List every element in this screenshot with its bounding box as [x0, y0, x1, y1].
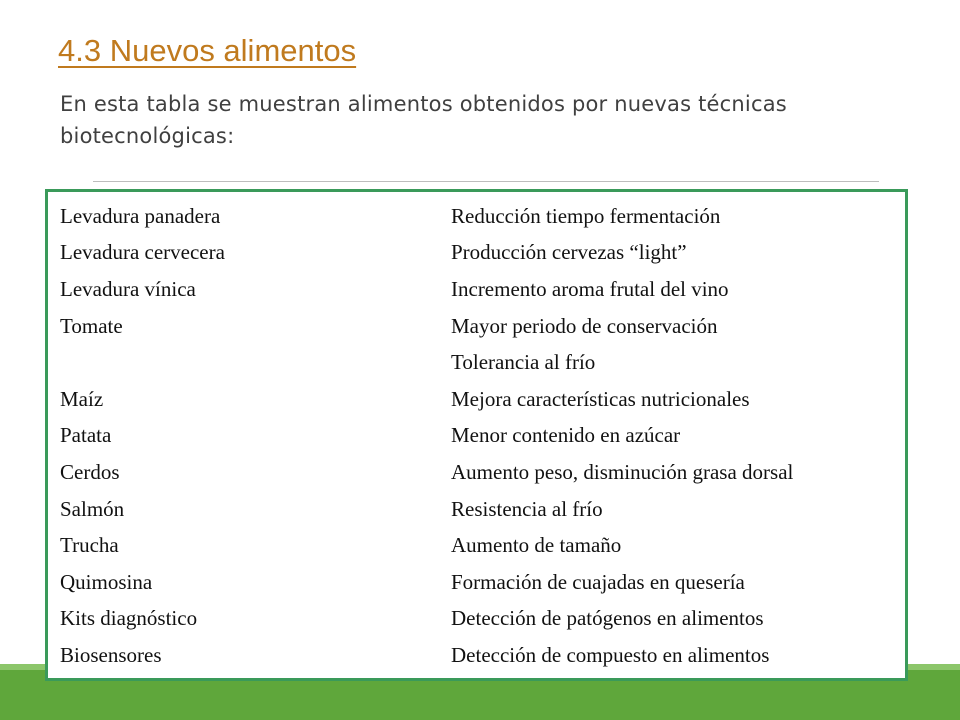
- table-row: [60, 527, 901, 564]
- table-row: [60, 235, 901, 272]
- food-cell: Kits diagnóstico: [60, 606, 198, 631]
- food-cell: Maíz: [60, 386, 104, 411]
- table-row: [60, 198, 901, 235]
- table-row: [60, 454, 901, 491]
- food-cell: Patata: [60, 423, 112, 448]
- table-row: [60, 637, 901, 674]
- food-cell: Levadura cervecera: [60, 240, 225, 265]
- food-cell: Levadura panadera: [60, 203, 221, 228]
- food-cell: Quimosina: [60, 569, 153, 594]
- food-table: [60, 198, 901, 674]
- slide-subtitle: En esta tabla se muestran alimentos obtenidos por nuevas técnicas biotecnológicas:: [60, 92, 787, 148]
- table-row: [60, 418, 901, 455]
- improvement-cell: Tolerancia al frío: [451, 350, 596, 375]
- table-row: [60, 491, 901, 528]
- food-cell: Salmón: [60, 496, 125, 521]
- food-table-box: [45, 189, 908, 681]
- divider-line: [93, 181, 879, 182]
- food-cell: Cerdos: [60, 459, 120, 484]
- food-cell: Biosensores: [60, 642, 162, 667]
- food-cell: [60, 344, 451, 381]
- improvement-cell: Mejora características nutricionales: [451, 386, 750, 411]
- food-cell: Tomate: [60, 313, 123, 338]
- improvement-cell: Mayor periodo de conservación: [451, 313, 718, 338]
- improvement-cell: Detección de patógenos en alimentos: [451, 606, 764, 631]
- improvement-cell: Resistencia al frío: [451, 496, 603, 521]
- table-row: [60, 381, 901, 418]
- improvement-cell: Aumento peso, disminución grasa dorsal: [451, 459, 794, 484]
- food-cell: Levadura vínica: [60, 276, 196, 301]
- table-row: [60, 344, 901, 381]
- improvement-cell: Incremento aroma frutal del vino: [451, 276, 729, 301]
- table-row: [60, 601, 901, 638]
- slide-title-link[interactable]: 4.3 Nuevos alimentos: [58, 33, 357, 68]
- food-cell: Trucha: [60, 533, 119, 558]
- table-row: [60, 564, 901, 601]
- improvement-cell: Detección de compuesto en alimentos: [451, 642, 770, 667]
- improvement-cell: Aumento de tamaño: [451, 533, 622, 558]
- table-row: [60, 308, 901, 345]
- improvement-cell: Producción cervezas “light”: [451, 240, 687, 265]
- improvement-cell: Menor contenido en azúcar: [451, 423, 681, 448]
- table-row: [60, 271, 901, 308]
- improvement-cell: Formación de cuajadas en quesería: [451, 569, 745, 594]
- improvement-cell: Reducción tiempo fermentación: [451, 203, 721, 228]
